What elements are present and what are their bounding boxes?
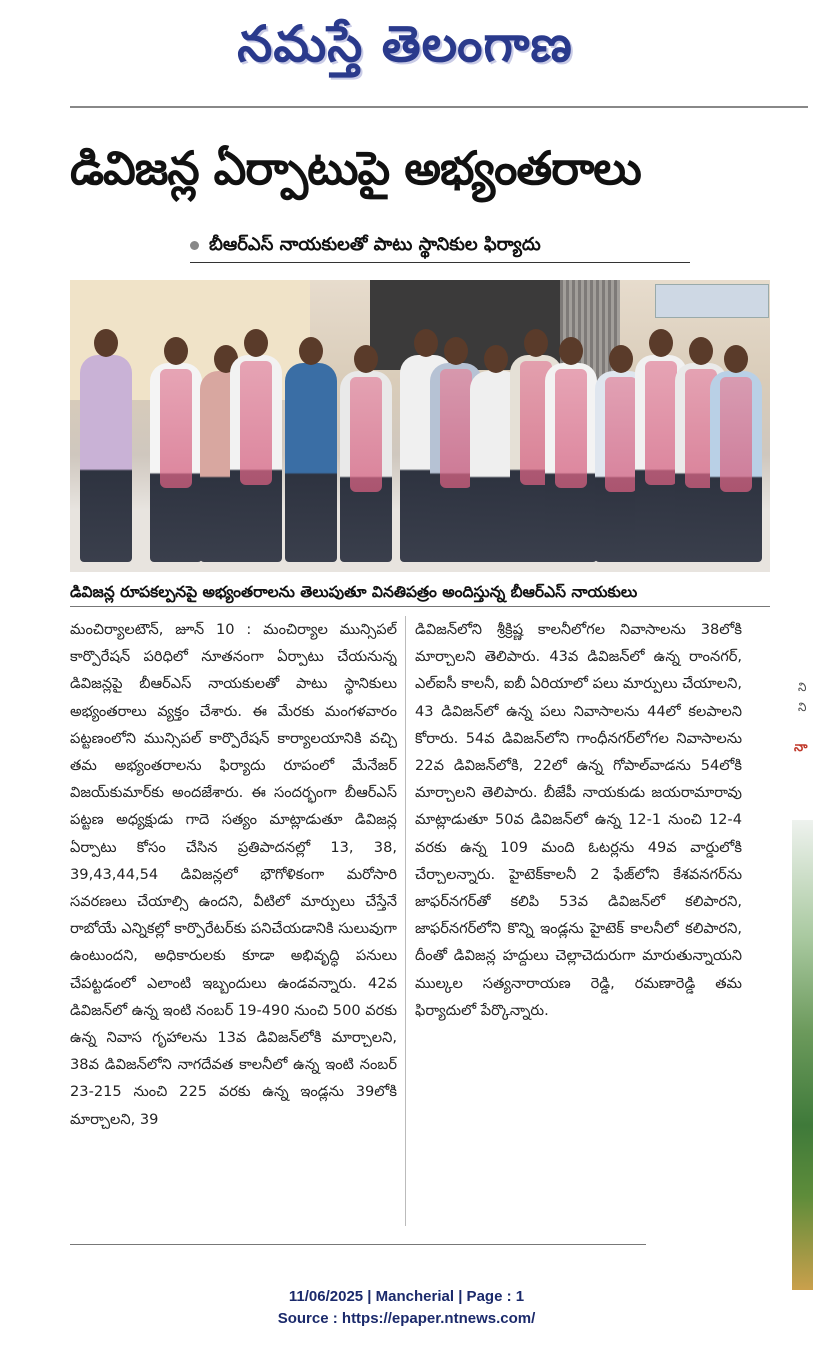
article-column-right bbox=[415, 616, 742, 1226]
source-link[interactable]: Source : https://epaper.ntnews.com/ bbox=[277, 1310, 536, 1327]
adjacent-article-fragment bbox=[770, 600, 813, 1290]
article-column-left bbox=[70, 616, 397, 1226]
column-divider bbox=[405, 616, 406, 1226]
photo-person bbox=[230, 355, 282, 562]
photo-person bbox=[545, 363, 597, 562]
photo-person-head bbox=[414, 329, 438, 357]
photo-person-head bbox=[444, 337, 468, 365]
photo-person-head bbox=[354, 345, 378, 373]
article-headline: డివిజన్ల ఏర్పాటుపై అభ్యంతరాలు bbox=[70, 141, 641, 195]
side-text-fragment: ని bbox=[798, 680, 807, 694]
photo-person-head bbox=[164, 337, 188, 365]
masthead bbox=[0, 0, 813, 100]
photo-person-scarf bbox=[440, 369, 471, 488]
photo-person-head bbox=[299, 337, 323, 365]
photo-person-scarf bbox=[605, 377, 636, 492]
photo-person-scarf bbox=[160, 369, 191, 488]
photo-person-scarf bbox=[350, 377, 381, 492]
edition-info: 11/06/2025 | Mancherial | Page : 1 bbox=[288, 1288, 525, 1305]
side-text-fragment: ని bbox=[798, 700, 807, 714]
photo-person-scarf bbox=[645, 361, 676, 485]
photo-caption: డివిజన్ల రూపకల్పనపై అభ్యంతరాలను తెలుపుతూ వినతిపత్రం అందిస్తున్న బీఆర్ఎస్ నాయకులు bbox=[70, 578, 770, 607]
article-end-rule bbox=[70, 1244, 646, 1245]
article-body-left: మంచిర్యాలటౌన్, జూన్ 10 : మంచిర్యాల మున్సిపల్ కార్పొరేషన్ పరిధిలో నూతనంగా ఏర్పాటు చేయనున్న డివిజన్లపై బీఆర్ఎస్ నాయకులతో పాటు స్థానికులు అభ్యంతరాలు వ్యక్తం చేశారు. ఈ మేరకు మంగళవారం పట్టణంలోని మున్సిపల్ కార్పొరేషన్ కార్యాలయానికి వచ్చి తమ అభ్యంతరాలను ఫిర్యాదు రూపంలో మేనేజర్ విజయ్‌కుమార్‌కు అందజేశారు. ఈ సందర్భంగా బీఆర్ఎస్ పట్టణ అధ్యక్షుడు గాదె సత్యం మాట్లాడుతూ డివిజన్ల ఏర్పాటు కోసం చేసిన ప్రతిపాదనల్లో 13, 38, 39,43,44,54 డివిజన్లలో భౌగోళికంగా మరోసారి సవరణలు చేయాల్సి ఉందని, వీటిలో మార్పులు చేస్తేనే రాబోయే ఎన్నికల్లో కార్పొరేటర్‌కు పనిచేయడానికి సులువుగా ఉంటుందని, అధికారులకు కూడా అభివృద్ధి పనులు చేపట్టడంలో ఎలాంటి ఇబ్బందులు ఉండవన్నారు. 42వ డివిజన్‌లో ఉన్న ఇంటి నంబర్ 19-490 నుంచి 500 వరకు ఉన్న నివాస గృహాలను 13వ డివిజన్‌లోకి మార్చాలని, 38వ డివిజన్‌లోని నాగదేవత కాలనీలో ఉన్న ఇంటి నంబర్ 23-215 నుంచి 225 వరకు ఉన్న ఇండ్లను 39లోకి మార్చాలని, 39 bbox=[70, 621, 397, 1128]
photo-person bbox=[710, 371, 762, 562]
newspaper-logo: నమస్తే తెలంగాణ bbox=[237, 14, 573, 73]
photo-signboard bbox=[655, 284, 769, 318]
side-photo-fragment bbox=[792, 820, 813, 1290]
photo-person-head bbox=[524, 329, 548, 357]
photo-person-head bbox=[649, 329, 673, 357]
photo-person-head bbox=[94, 329, 118, 357]
bullet-icon bbox=[190, 241, 199, 250]
side-headline-fragment: నా bbox=[794, 740, 808, 755]
photo-person bbox=[150, 363, 202, 562]
photo-person-head bbox=[244, 329, 268, 357]
photo-person-scarf bbox=[720, 377, 751, 492]
photo-person bbox=[80, 355, 132, 562]
photo-person-head bbox=[484, 345, 508, 373]
photo-person bbox=[340, 371, 392, 562]
photo-person-scarf bbox=[555, 369, 586, 488]
page-footer bbox=[0, 1286, 813, 1330]
article-photo bbox=[70, 280, 770, 572]
photo-person-head bbox=[689, 337, 713, 365]
photo-person-head bbox=[724, 345, 748, 373]
photo-person-head bbox=[559, 337, 583, 365]
subhead-text: బీఆర్ఎస్ నాయకులతో పాటు స్థానికుల ఫిర్యాదు bbox=[209, 234, 541, 255]
article-subhead bbox=[190, 228, 690, 263]
photo-person-head bbox=[609, 345, 633, 373]
photo-person-scarf bbox=[240, 361, 271, 485]
header-divider bbox=[70, 106, 808, 108]
photo-person bbox=[285, 363, 337, 562]
article-body-right: డివిజన్‌లోని శ్రీక్రిష్ణ కాలనీలోగల నివాసాలను 38లోకి మార్చాలని తెలిపారు. 43వ డివిజన్‌లో ఉన్న రాంనగర్, ఎల్ఐసీ కాలనీ, ఐబీ ఏరియాలో పలు మార్పులు చేయాలని, 43 డివిజన్‌లో ఉన్న పలు నివాసాలను 44లో కలపాలని కోరారు. 54వ డివిజన్‌లోని గాంధీనగర్‌లోగల నివాసాలను 22వ డివిజన్‌లోకి, 22లో ఉన్న గోపాల్‌వాడను 54లోకి మార్చాలని తెలిపారు. బీజేపీ నాయకుడు జయరామారావు మాట్లాడుతూ 50వ డివిజన్‌లో ఉన్న 12-1 నుంచి 12-4 వరకు ఉన్న 109 మంది ఓటర్లను 49వ వార్డులోకి చేర్చాలన్నారు. హైటెక్‌కాలనీ 2 ఫేజ్‌లోని కేశవనగర్‌ను జాఫర్‌నగర్‌తో కలిపి 53వ డివిజన్‌లో కలిపారని, జాఫర్‌నగర్‌లోని కొన్ని ఇండ్లను హైటెక్ కాలనీలో కలిపారని, దీంతో డివిజన్ల హద్దులు చెల్లాచెదురుగా మారుతున్నాయని ముల్కల సత్యనారాయణ రెడ్డి, రమణారెడ్డి తమ ఫిర్యాదులో పేర్కొన్నారు. bbox=[415, 621, 742, 1019]
